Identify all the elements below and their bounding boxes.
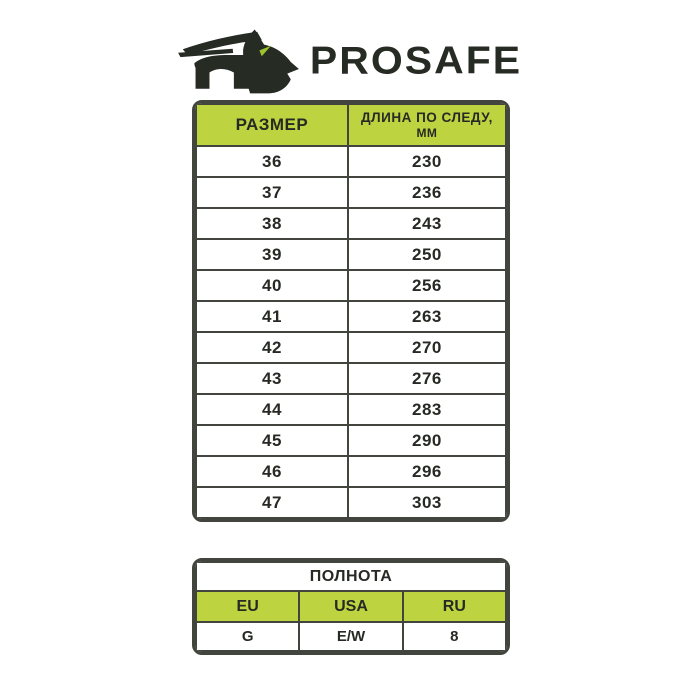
fullness-title: ПОЛНОТА — [196, 562, 506, 591]
size-table-header-size: РАЗМЕР — [196, 104, 348, 146]
fullness-value-usa: E/W — [299, 622, 402, 651]
length-cell: 263 — [348, 301, 506, 332]
length-cell: 283 — [348, 394, 506, 425]
size-cell: 37 — [196, 177, 348, 208]
length-cell: 236 — [348, 177, 506, 208]
length-cell: 243 — [348, 208, 506, 239]
fullness-header-row — [196, 591, 506, 622]
size-cell: 45 — [196, 425, 348, 456]
size-row — [196, 208, 506, 239]
size-row — [196, 363, 506, 394]
size-row — [196, 487, 506, 518]
size-row — [196, 270, 506, 301]
size-row — [196, 239, 506, 270]
brand-logo — [186, 24, 523, 100]
size-row — [196, 332, 506, 363]
size-cell: 46 — [196, 456, 348, 487]
rhino-icon — [178, 26, 306, 98]
fullness-value-row — [196, 622, 506, 651]
fullness-header-eu: EU — [196, 591, 299, 622]
length-cell: 296 — [348, 456, 506, 487]
fullness-header-usa: USA — [299, 591, 402, 622]
fullness-header-ru: RU — [403, 591, 506, 622]
length-cell: 256 — [348, 270, 506, 301]
size-row — [196, 394, 506, 425]
size-cell: 47 — [196, 487, 348, 518]
size-table-header-length-line2: ММ — [416, 125, 438, 140]
brand-name: PROSAFE — [309, 37, 523, 82]
length-cell: 270 — [348, 332, 506, 363]
size-cell: 44 — [196, 394, 348, 425]
size-row — [196, 146, 506, 177]
size-cell: 36 — [196, 146, 348, 177]
size-table — [192, 100, 510, 522]
fullness-value-ru: 8 — [403, 622, 506, 651]
size-row — [196, 456, 506, 487]
size-cell: 39 — [196, 239, 348, 270]
fullness-title-row — [196, 562, 506, 591]
length-cell: 250 — [348, 239, 506, 270]
size-cell: 43 — [196, 363, 348, 394]
size-table-header-length — [348, 104, 506, 146]
size-table-header-length-line1: ДЛИНА ПО СЛЕДУ, — [361, 109, 493, 125]
fullness-value-eu: G — [196, 622, 299, 651]
size-row — [196, 301, 506, 332]
length-cell: 290 — [348, 425, 506, 456]
fullness-table — [192, 558, 510, 655]
size-cell: 38 — [196, 208, 348, 239]
length-cell: 303 — [348, 487, 506, 518]
size-row — [196, 425, 506, 456]
length-cell: 276 — [348, 363, 506, 394]
size-cell: 40 — [196, 270, 348, 301]
size-table-header-row — [196, 104, 506, 146]
length-cell: 230 — [348, 146, 506, 177]
size-cell: 41 — [196, 301, 348, 332]
size-cell: 42 — [196, 332, 348, 363]
size-row — [196, 177, 506, 208]
